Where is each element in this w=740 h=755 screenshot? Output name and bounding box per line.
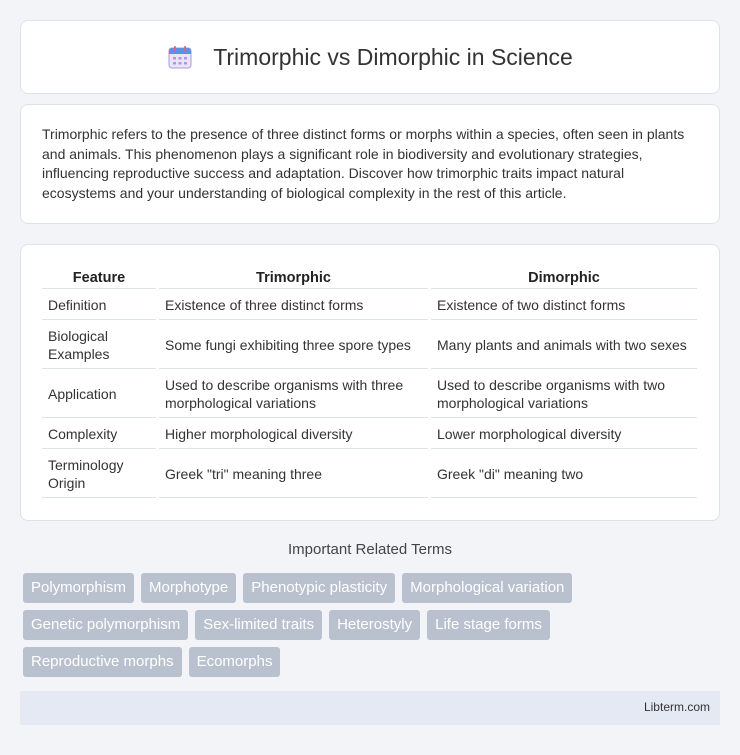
table-cell-dimorphic: Existence of two distinct forms [431,289,697,320]
related-terms-list [23,573,723,684]
tag-polymorphism[interactable]: Polymorphism [23,573,134,603]
comparison-table [39,267,700,498]
table-cell-trimorphic: Higher morphological diversity [159,418,428,449]
table-header-row [42,267,697,289]
calendar-icon [167,44,193,70]
table-cell-trimorphic: Some fungi exhibiting three spore types [159,320,428,369]
tag-reproductive-morphs[interactable]: Reproductive morphs [23,647,182,677]
table-cell-trimorphic: Existence of three distinct forms [159,289,428,320]
intro-card [20,104,720,224]
table-cell-trimorphic: Used to describe organisms with three morphological variations [159,369,428,418]
page-title: Trimorphic vs Dimorphic in Science [213,43,573,70]
intro-paragraph: Trimorphic refers to the presence of three distinct forms or morphs within a species, often seen in plants and animals. This phenomenon plays a significant role in biodiversity and evolutionary strategies, influencing reproductive success and adaptation. Discover how trimorphic traits impact natural ecosystems and your understanding of biological complexity in the rest of this article. [42,126,685,201]
table-cell-dimorphic: Lower morphological diversity [431,418,697,449]
related-terms-heading: Important Related Terms [288,541,452,558]
tag-life-stage-forms[interactable]: Life stage forms [427,610,550,640]
column-header-dimorphic: Dimorphic [431,267,697,289]
footer [20,691,720,725]
table-cell-feature: Definition [42,289,156,320]
header-card [20,20,720,94]
tag-row [23,647,723,677]
table-cell-feature: Application [42,369,156,418]
table-row [42,369,697,418]
footer-site-link[interactable]: Libterm.com [643,700,710,714]
table-cell-feature: Complexity [42,418,156,449]
table-cell-feature: Biological Examples [42,320,156,369]
column-header-feature: Feature [42,267,156,289]
table-cell-dimorphic: Greek "di" meaning two [431,449,697,498]
table-row [42,418,697,449]
tag-heterostyly[interactable]: Heterostyly [329,610,420,640]
tag-phenotypic-plasticity[interactable]: Phenotypic plasticity [243,573,395,603]
table-cell-trimorphic: Greek "tri" meaning three [159,449,428,498]
column-header-trimorphic: Trimorphic [159,267,428,289]
table-cell-feature: Terminology Origin [42,449,156,498]
tag-morphotype[interactable]: Morphotype [141,573,236,603]
tag-genetic-polymorphism[interactable]: Genetic polymorphism [23,610,188,640]
tag-ecomorphs[interactable]: Ecomorphs [189,647,281,677]
comparison-card [20,244,720,521]
table-cell-dimorphic: Many plants and animals with two sexes [431,320,697,369]
table-row [42,320,697,369]
tag-row [23,610,723,640]
tag-sex-limited-traits[interactable]: Sex-limited traits [195,610,322,640]
header [167,44,573,71]
table-row [42,449,697,498]
tag-row [23,573,723,603]
table-cell-dimorphic: Used to describe organisms with two morphological variations [431,369,697,418]
tag-morphological-variation[interactable]: Morphological variation [402,573,572,603]
table-row [42,289,697,320]
